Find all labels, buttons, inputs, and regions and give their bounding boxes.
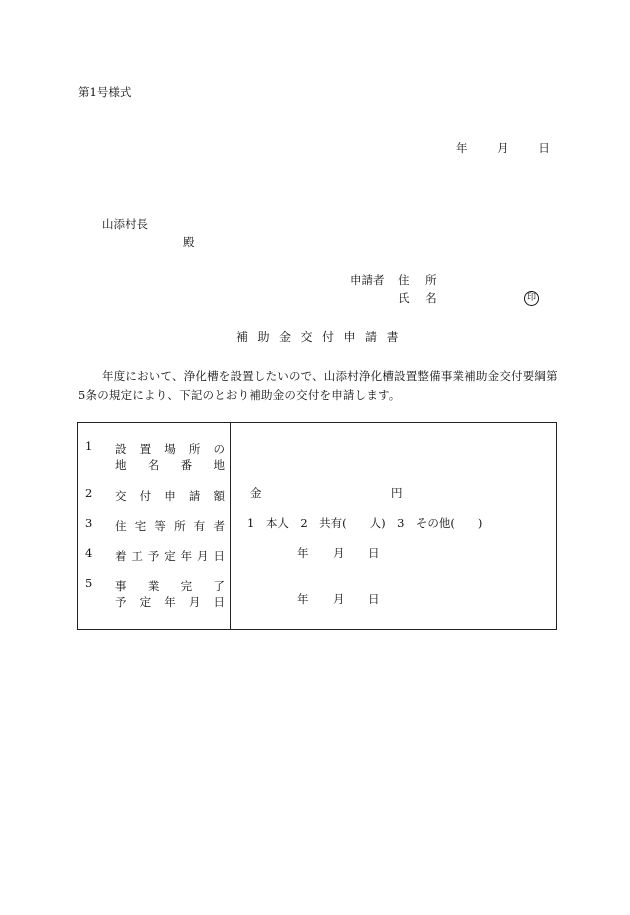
row-2-number: 2 (85, 486, 93, 500)
document-title: 補助金交付申請書 (236, 330, 409, 344)
label-char: 住 (115, 519, 127, 533)
label-char: 者 (213, 519, 225, 533)
label-char: 年 (164, 595, 176, 609)
label-char: 額 (213, 489, 225, 503)
label-char: 名 (147, 458, 160, 472)
completion-date-day: 日 (368, 592, 380, 606)
label-char: 工 (131, 549, 143, 563)
label-char: 着 (115, 549, 127, 563)
date-day-label: 日 (538, 141, 550, 155)
row-5-number: 5 (85, 576, 93, 590)
addressee-honorific: 殿 (183, 235, 195, 249)
label-char: 付 (139, 489, 152, 503)
label-char: 設 (115, 442, 127, 456)
start-date-month: 月 (333, 546, 345, 560)
label-char: 場 (164, 442, 176, 456)
label-char: 予 (147, 549, 160, 563)
label-char: 定 (164, 549, 176, 563)
row-5-label-line1 (115, 578, 225, 594)
form-number: 第1号様式 (78, 85, 132, 99)
addressee-name: 山添村長 (102, 217, 148, 231)
label-char: 予 (115, 595, 127, 609)
application-table (77, 422, 557, 630)
seal-mark: 印 (524, 291, 539, 306)
label-char: 日 (213, 595, 225, 609)
label-char: 申 (164, 489, 176, 503)
row-1-label-line1 (115, 441, 225, 457)
label-char: 地 (115, 458, 127, 472)
amount-suffix: 円 (391, 486, 403, 500)
label-char: 月 (197, 549, 209, 563)
applicant-label: 申請者 (350, 273, 385, 287)
label-char: 所 (188, 442, 201, 456)
label-char: 事 (115, 579, 127, 593)
row-3-label (115, 518, 225, 534)
owner-options: 1 本人 2 共有( 人) 3 その他( ) (247, 516, 483, 530)
label-char: 所 (174, 519, 186, 533)
label-char: 了 (213, 579, 225, 593)
label-char: の (213, 442, 225, 456)
row-1-label-line2 (115, 457, 225, 473)
row-4-number: 4 (85, 546, 93, 560)
label-char: 月 (188, 595, 201, 609)
row-1-number: 1 (85, 439, 93, 453)
label-char: 宅 (134, 519, 147, 533)
label-char: 年 (180, 549, 193, 563)
label-char: 有 (193, 519, 206, 533)
label-char: 置 (139, 442, 152, 456)
label-char: 完 (180, 579, 193, 593)
date-line (456, 143, 550, 155)
label-char: 地 (213, 458, 225, 472)
amount-prefix: 金 (250, 486, 262, 500)
row-3-number: 3 (85, 516, 93, 530)
completion-date-month: 月 (333, 592, 345, 606)
label-char: 請 (188, 489, 201, 503)
label-char: 番 (180, 458, 193, 472)
label-char: 定 (139, 595, 152, 609)
start-date-year: 年 (297, 546, 309, 560)
table-column-divider (230, 423, 231, 629)
row-2-label (115, 488, 225, 504)
row-5-label-line2 (115, 594, 225, 610)
start-date-day: 日 (368, 546, 380, 560)
label-char: 交 (115, 489, 127, 503)
name-label: 氏 名 (398, 291, 443, 305)
body-text: 年度において、浄化槽を設置したいので、山添村浄化槽設置整備事業補助金交付要綱第5条の規定により、下記のとおり補助金の交付を申請します。 (78, 369, 558, 402)
date-month-label: 月 (497, 141, 509, 155)
label-char: 日 (213, 549, 225, 563)
label-char: 業 (147, 579, 160, 593)
address-label: 住 所 (398, 273, 443, 287)
row-4-label (115, 548, 225, 564)
completion-date-year: 年 (297, 592, 309, 606)
date-year-label: 年 (456, 141, 468, 155)
label-char: 等 (154, 519, 166, 533)
